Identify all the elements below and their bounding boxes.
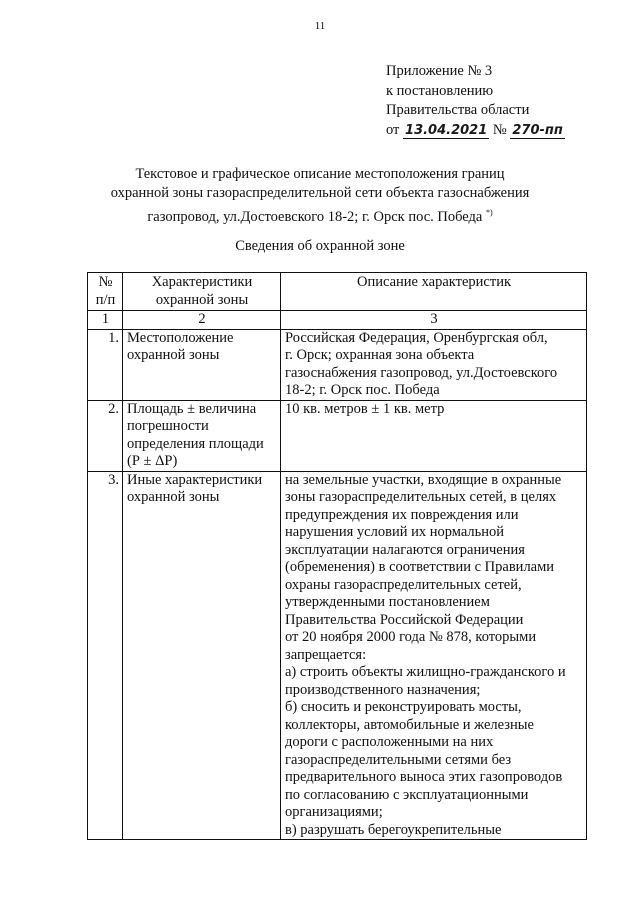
description-line: предупреждения их повреждения или (285, 506, 519, 523)
description-line: а) строить объекты жилищно-гражданского и (285, 664, 566, 680)
description-line: зоны газораспределительных сетей, в целях (285, 489, 557, 505)
row-description (281, 329, 587, 400)
header-characteristic: Характеристики охранной зоны (123, 273, 281, 311)
index-cell: 3 (281, 311, 587, 330)
description-line: 10 кв. метров ± 1 кв. метр (285, 400, 445, 417)
index-cell: 1 (88, 311, 123, 330)
appendix-block (386, 62, 565, 140)
description-line: газораспределительными сетями без (285, 751, 512, 768)
row-characteristic: Иные характеристики охранной зоны (123, 471, 281, 840)
description-line: коллекторы, автомобильные и железные (285, 716, 534, 733)
title-line-3 (100, 203, 540, 227)
description-line: охраны газораспределительных сетей, (285, 576, 522, 593)
description-line: г. Орск; охранная зона объекта (285, 347, 475, 363)
description-line: дороги с расположенными на них (285, 734, 494, 750)
title-line-3-text: газопровод, ул.Достоевского 18-2; г. Орск пос. Победа (147, 208, 483, 225)
description-line: запрещается: (285, 646, 367, 663)
description-line: (обременения) в соответствии с Правилами (285, 559, 555, 575)
footnote-mark: *) (485, 208, 493, 217)
description-line: эксплуатации налагаются ограничения (285, 541, 525, 558)
description-line: б) сносить и реконструировать мосты, (285, 699, 522, 715)
table-row (88, 329, 587, 400)
description-line: нарушения условий их нормальной (285, 524, 505, 540)
table-row (88, 471, 587, 840)
title-line-2: охранной зоны газораспределительной сети объекта газоснабжения (110, 185, 530, 201)
description-line: предварительного выноса этих газопроводов (285, 769, 563, 785)
description-line: Российская Федерация, Оренбургская обл, (285, 329, 548, 346)
appendix-government: Правительства области (386, 102, 530, 118)
row-characteristic: Площадь ± величина погрешности определения площади (Р ± ΔР) (123, 400, 281, 471)
description-line: от 20 ноября 2000 года № 878, которыми (285, 629, 537, 645)
page-number: 11 (314, 20, 326, 32)
appendix-title: Приложение № 3 (386, 63, 493, 79)
index-cell: 2 (123, 311, 281, 330)
row-number: 3. (88, 471, 123, 840)
description-line: на земельные участки, входящие в охранные (285, 471, 562, 488)
section-subtitle: Сведения об охранной зоне (235, 238, 405, 254)
table-index-row (88, 311, 587, 330)
description-line: по согласованию с эксплуатационными (285, 786, 529, 803)
from-label: от (386, 121, 400, 138)
header-description: Описание характеристик (281, 273, 587, 311)
zone-info-table (87, 272, 587, 840)
description-line: в) разрушать берегоукрепительные (285, 821, 502, 838)
description-line: утвержденными постановлением (285, 594, 490, 610)
appendix-date-line (386, 121, 565, 141)
row-number: 2. (88, 400, 123, 471)
row-characteristic: Местоположение охранной зоны (123, 329, 281, 400)
title-line-1: Текстовое и графическое описание местоположения границ (135, 166, 505, 182)
row-description (281, 400, 587, 471)
header-number: № п/п (88, 273, 123, 311)
description-line: организациями; (285, 804, 383, 820)
row-number: 1. (88, 329, 123, 400)
row-description (281, 471, 587, 840)
handwritten-number: 270-пп (512, 122, 563, 138)
description-line: производственного назначения; (285, 681, 481, 698)
document-title (100, 165, 540, 227)
table-header-row (88, 273, 587, 311)
number-label: № (492, 121, 507, 138)
description-line: газоснабжения газопровод, ул.Достоевского (285, 364, 558, 381)
table-row (88, 400, 587, 471)
appendix-to-resolution: к постановлению (386, 82, 494, 99)
description-line: Правительства Российской Федерации (285, 611, 524, 628)
handwritten-date: 13.04.2021 (405, 122, 488, 138)
description-line: 18-2; г. Орск пос. Победа (285, 382, 440, 398)
